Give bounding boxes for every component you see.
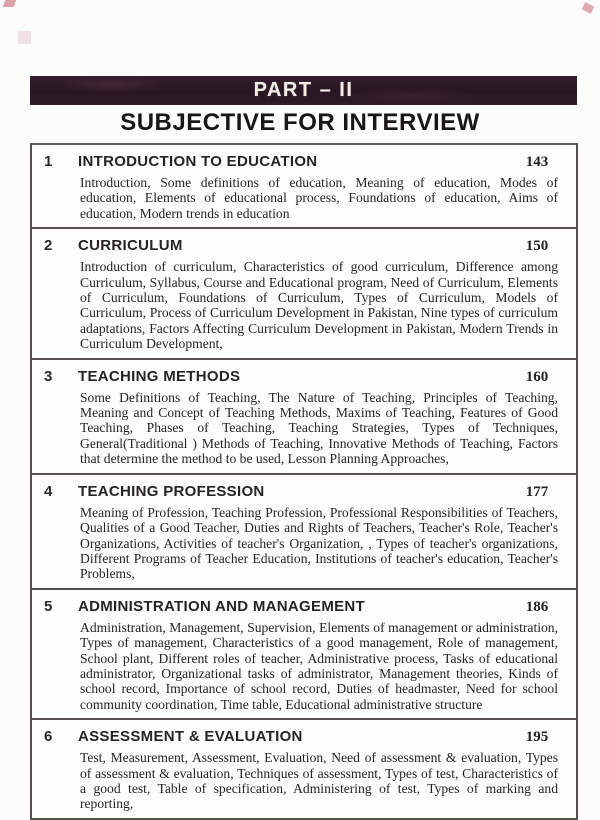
scan-artifact-top-left-icon: [3, 0, 17, 7]
toc-row: [32, 145, 576, 227]
chapter-page-number: 186: [525, 598, 549, 615]
chapter-title: TEACHING PROFESSION: [78, 482, 265, 500]
chapter-description: Introduction, Some definitions of education, Meaning of education, Modes of education, Elements of educational process, Foundations of education, Aims of education, Modern trends in education: [80, 175, 558, 221]
chapter-page-number: 143: [525, 154, 549, 170]
chapter-number: 6: [44, 728, 53, 746]
chapter-title: CURRICULUM: [78, 237, 183, 255]
part-banner: [30, 76, 577, 105]
chapter-number: 1: [44, 153, 53, 170]
chapter-title: TEACHING METHODS: [78, 367, 241, 385]
part-banner-label: PART – II: [253, 79, 354, 101]
toc-row-header: [44, 150, 568, 171]
chapter-number: 2: [44, 237, 53, 255]
toc-row-header: [44, 234, 568, 255]
chapter-number: 5: [44, 597, 53, 615]
chapter-title: ASSESSMENT & EVALUATION: [78, 728, 303, 746]
toc-row-header: [44, 725, 568, 746]
chapter-description: Some Definitions of Teaching, The Nature of Teaching, Principles of Teaching, Meaning and Concept of Teaching Methods, Maxims of Teaching, Features of Good Teaching, Phases of Teaching, Teaching Strategies, Types of Techniques, General(Traditional ) Methods of Teaching, Innovative Methods of Teaching, Factors that determine the method to be used, Lesson Planning Approaches,: [80, 389, 558, 467]
chapter-page-number: 160: [525, 368, 549, 385]
table-of-contents: [30, 143, 578, 820]
chapter-page-number: 195: [525, 729, 549, 746]
toc-row: [32, 588, 576, 718]
chapter-description: Test, Measurement, Assessment, Evaluation, Need of assessment & evaluation, Types of assessment & evaluation, Techniques of assessment, Types of test, Characteristics of a good test, Table of specification, Administering of test, Types of marking and reporting,: [80, 750, 558, 812]
toc-row: [32, 358, 576, 473]
chapter-description: Meaning of Profession, Teaching Profession, Professional Responsibilities of Teachers, Qualities of a Good Teacher, Duties and Rights of Teachers, Teacher's Role, Teacher's Organizations, Activities of teacher's Organization, , Types of teacher's organizations, Different Programs of Teacher Education, Institutions of teacher's education, Teacher's Problems,: [80, 504, 558, 582]
page-title: SUBJECTIVE FOR INTERVIEW: [120, 109, 480, 136]
chapter-description: Administration, Management, Supervision, Elements of management or administration, Types of management, Characteristics of a good management, Role of management, School plant, Different roles of teacher, Administrative process, Tasks of educational administrator, Organizational tasks of administrator, Management theories, Kinds of school record, Importance of school record, Duties of headmaster, Need for school community coordination, Time table, Educational administrative structure: [80, 619, 558, 712]
toc-row-header: [44, 595, 568, 616]
chapter-number: 3: [44, 367, 53, 385]
chapter-number: 4: [44, 482, 53, 500]
chapter-description: Introduction of curriculum, Characteristics of good curriculum, Difference among Curriculum, Syllabus, Course and Educational program, Need of Curriculum, Elements of Curriculum, Foundations of Curriculum, Types of Curriculum, Models of Curriculum, Process of Curriculum Development in Pakistan, Nine types of curriculum adaptations, Factors Affecting Curriculum Development in Pakistan, Modern Trends in Curriculum Development,: [80, 259, 558, 352]
chapter-page-number: 150: [525, 238, 549, 255]
chapter-title: INTRODUCTION TO EDUCATION: [78, 153, 318, 170]
scan-artifact-pink-square: [18, 31, 31, 44]
toc-row-header: [44, 365, 568, 386]
toc-row: [32, 718, 576, 818]
scan-artifact-top-right-icon: [582, 2, 594, 13]
toc-row: [32, 473, 576, 588]
toc-row: [32, 227, 576, 357]
chapter-title: ADMINISTRATION AND MANAGEMENT: [78, 597, 366, 615]
toc-row-header: [44, 480, 568, 501]
chapter-page-number: 177: [525, 483, 549, 500]
